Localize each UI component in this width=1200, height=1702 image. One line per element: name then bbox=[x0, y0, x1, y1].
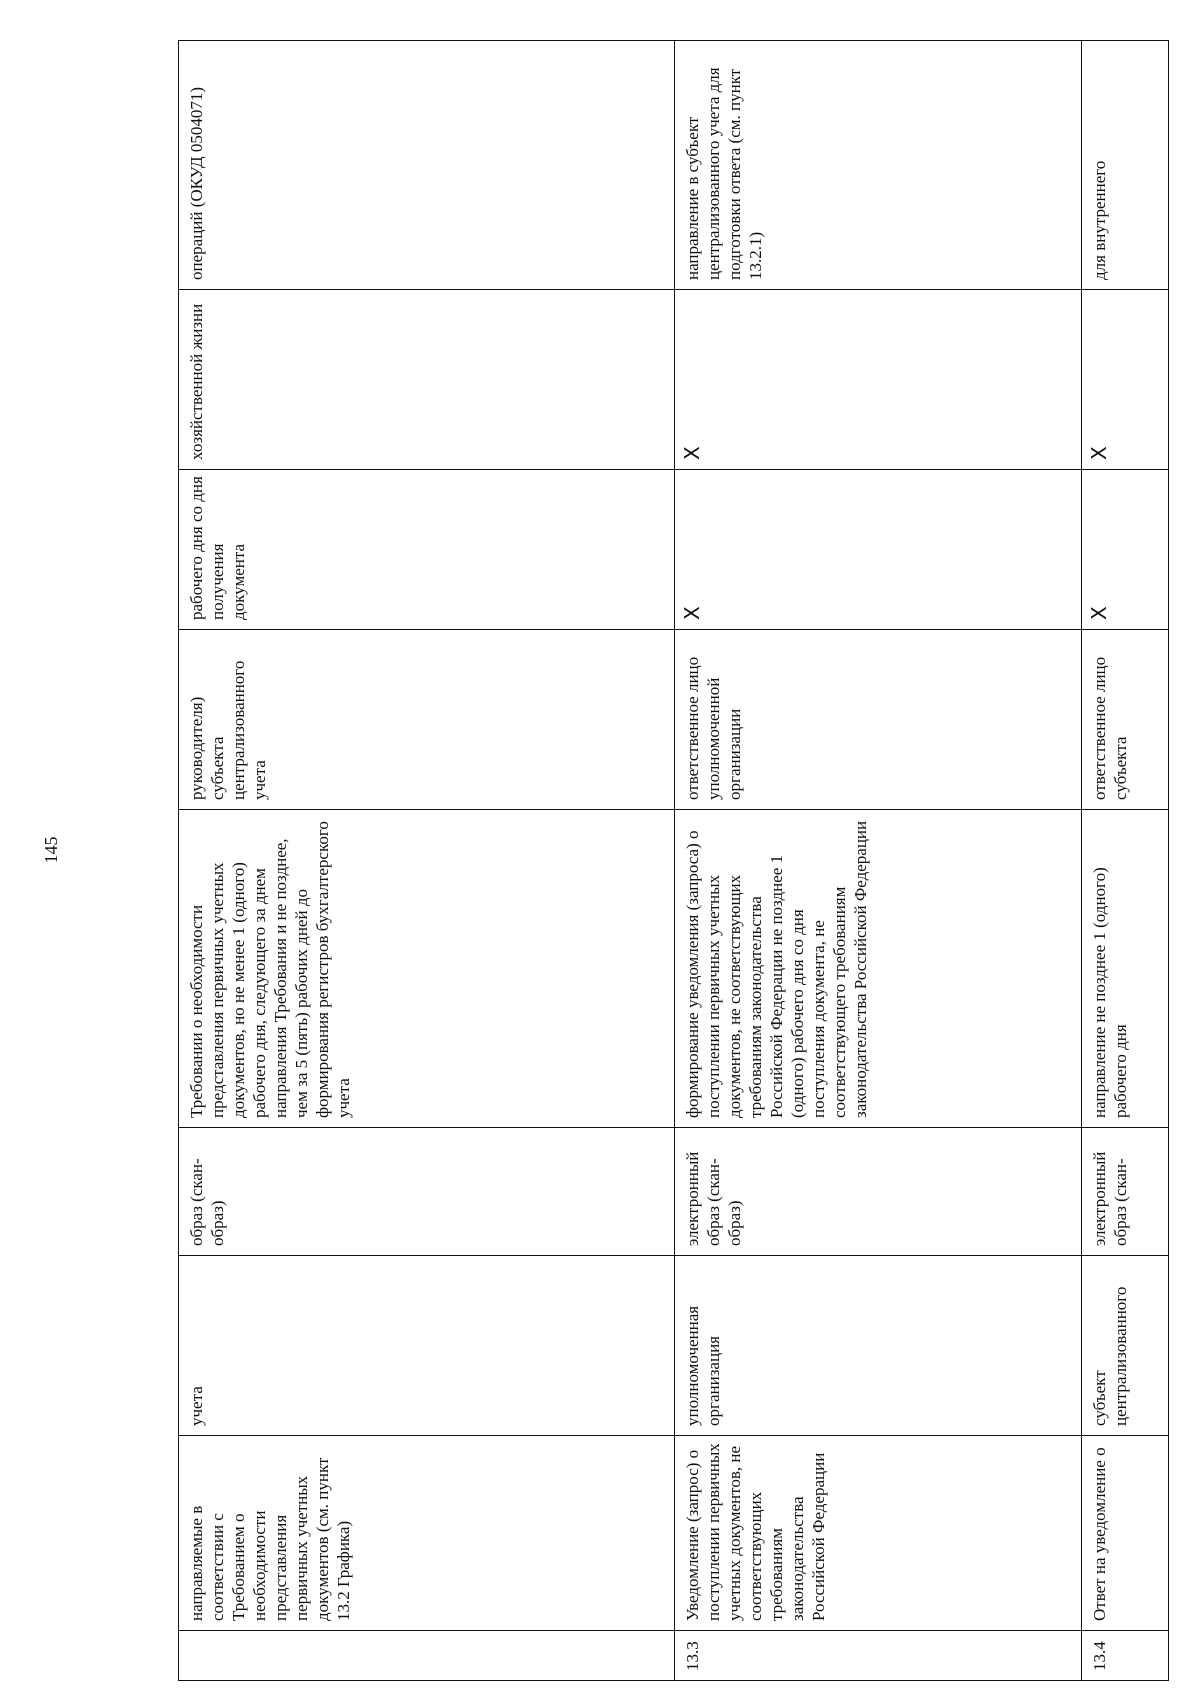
reflection-cell: хозяйственной жизни bbox=[179, 290, 675, 470]
row-number-cell: 13.4 bbox=[1082, 1631, 1169, 1681]
responsible-cell: ответственное лицо субъекта bbox=[1082, 630, 1169, 810]
notes-cell: для внутреннего bbox=[1082, 41, 1169, 290]
form-cell: электронный образ (скан- bbox=[1082, 1128, 1169, 1256]
row-number-cell bbox=[179, 1631, 675, 1681]
form-cell: электронный образ (скан-образ) bbox=[675, 1128, 1082, 1256]
reflection-cell: Х bbox=[675, 290, 1082, 470]
sender-cell: учета bbox=[179, 1256, 675, 1436]
acceptance-cell: Х bbox=[1082, 470, 1169, 630]
page-number: 145 bbox=[41, 836, 61, 864]
notes-cell: направление в субъект централизованного учета для подготовки ответа (см. пункт 13.2.1) bbox=[675, 41, 1082, 290]
document-name-cell: Уведомление (запрос) о поступлении первичных учетных документов, не соответствующих требованиям законодательства Российской Федерации bbox=[675, 1436, 1082, 1631]
deadline-cell: направление не позднее 1 (одного) рабочего дня bbox=[1082, 810, 1169, 1128]
table-row bbox=[675, 41, 1082, 1681]
schedule-table bbox=[178, 40, 1169, 1681]
sender-cell: субъект централизованного bbox=[1082, 1256, 1169, 1436]
acceptance-cell: рабочего дня со дня получения документа bbox=[179, 470, 675, 630]
sender-cell: уполномоченная организация bbox=[675, 1256, 1082, 1436]
responsible-cell: ответственное лицо уполномоченной организации bbox=[675, 630, 1082, 810]
notes-cell: операций (ОКУД 0504071) bbox=[179, 41, 675, 290]
table-row bbox=[1082, 41, 1169, 1681]
row-number-cell: 13.3 bbox=[675, 1631, 1082, 1681]
form-cell: образ (скан-образ) bbox=[179, 1128, 675, 1256]
table-row bbox=[179, 41, 675, 1681]
table-frame bbox=[178, 41, 1168, 1681]
responsible-cell: руководителя) субъекта централизованного учета bbox=[179, 630, 675, 810]
deadline-cell: формирование уведомления (запроса) о поступлении первичных учетных документов, не соответствующих требованиям законодательства Российской Федерации не позднее 1 (одного) рабочего дня со дня поступления документа, не соответствующего требованиям законодательства Российской Федерации bbox=[675, 810, 1082, 1128]
table-content bbox=[178, 41, 1168, 1681]
deadline-cell: Требовании о необходимости представления первичных учетных документов, но не менее 1 (одного) рабочего дня, следующего за днем направления Требования и не позднее, чем за 5 (пять) рабочих дней до формирования регистров бухгалтерского учета bbox=[179, 810, 675, 1128]
acceptance-cell: Х bbox=[675, 470, 1082, 630]
reflection-cell: Х bbox=[1082, 290, 1169, 470]
document-name-cell: направляемые в соответствии с Требованием о необходимости представления первичных учетных документов (см. пункт 13.2 Графика) bbox=[179, 1436, 675, 1631]
document-name-cell: Ответ на уведомление о bbox=[1082, 1436, 1169, 1631]
